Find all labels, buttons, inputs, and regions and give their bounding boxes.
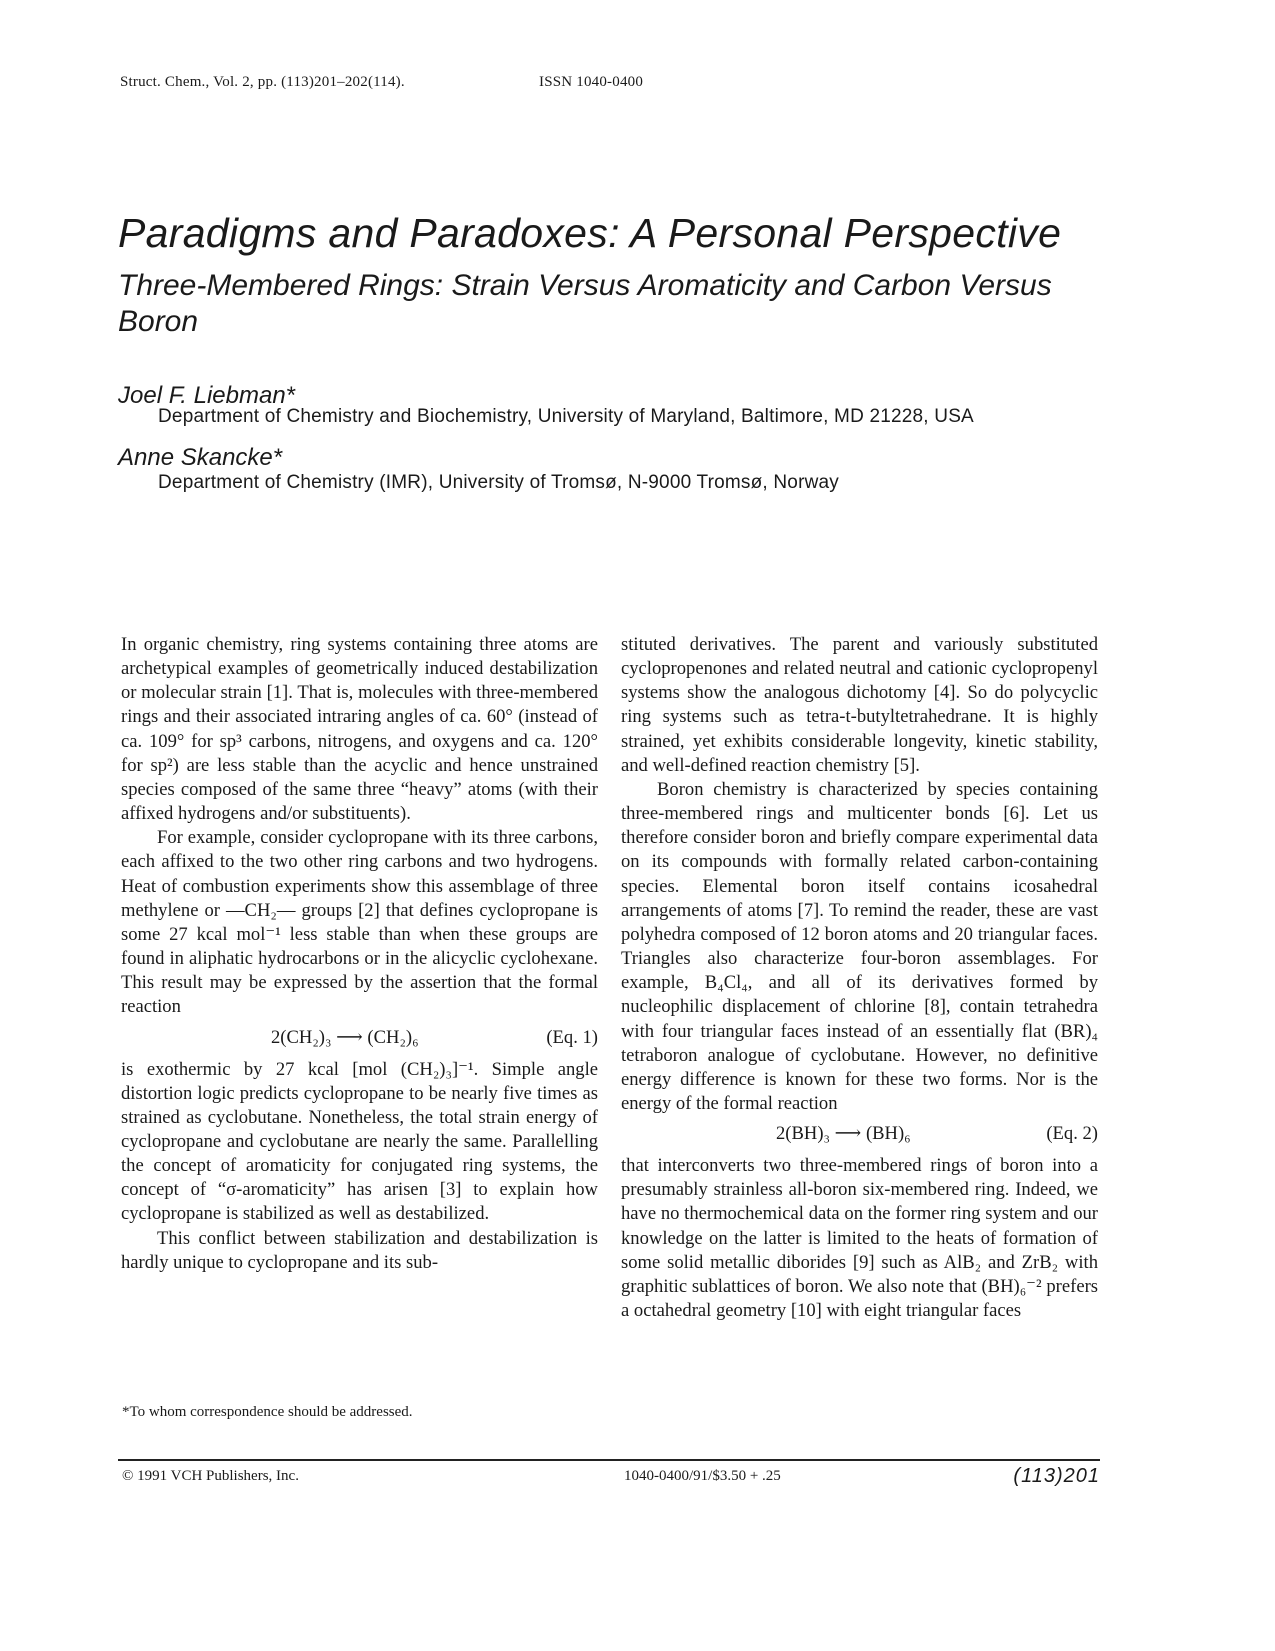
paragraph: that interconverts two three-membered rings of boron into a presumably strainless all-boron six-membered ring. Indeed, we have no thermochemical data on the former ring system and our knowledge on the latter is limited to the heats of formation of some solid metallic diborides [9] such as AlB₂ and ZrB₂ with graphitic sublattices of boron. We also note that (BH)₆⁻² prefers a octahedral geometry [10] with eight triangular faces (621, 1155, 1098, 1322)
author-affiliation: Department of Chemistry and Biochemistry, University of Maryland, Baltimore, MD 21228, USA (158, 406, 974, 427)
paragraph: In organic chemistry, ring systems containing three atoms are archetypical examples of geometrically induced destabilization or molecular strain [1]. That is, molecules with three-membered rings and their associated intraring angles of ca. 60° (instead of ca. 109° for sp³ carbons, nitrogens, and oxygens and ca. 120° for sp²) are less stable than the acyclic and hence unstrained species composed of the same three “heavy” atoms (with their affixed hydrogens and/or substituents). (121, 634, 598, 825)
paper-title: Paradigms and Paradoxes: A Personal Perspective (118, 210, 1062, 256)
equation-2 (621, 1122, 1098, 1148)
copyright: © 1991 VCH Publishers, Inc. (122, 1468, 299, 1484)
paragraph: This conflict between stabilization and destabilization is hardly unique to cyclopropane and its sub- (121, 1227, 598, 1273)
paragraph: Boron chemistry is characterized by species containing three-membered rings and multicenter bonds [6]. Let us therefore consider boron and briefly compare experimental data on its compounds with formally related carbon-containing species. Elemental boron itself contains icosahedral arrangements of atoms [7]. To remind the reader, these are vast polyhedra composed of 12 boron atoms and 20 triangular faces. Triangles also characterize four-boron assemblages. For example, B₄Cl₄, and all of its derivatives formed by nucleophilic displacement of chlorine [8], contain tetrahedra with four triangular faces instead of an essentially flat (BR)₄ tetraboron analogue of cyclobutane. However, no definitive energy difference is known for these two forms. Nor is the energy of the formal reaction (621, 778, 1098, 1114)
author-affiliation: Department of Chemistry (IMR), University of Tromsø, N-9000 Tromsø, Norway (158, 472, 839, 493)
footnote: *To whom correspondence should be addressed. (122, 1404, 413, 1420)
author-name: Anne Skancke* (118, 444, 283, 471)
equation-expression: 2(BH)₃ ⟶ (BH)₆ (776, 1123, 911, 1145)
equation-number: (Eq. 1) (546, 1026, 598, 1048)
issn: ISSN 1040-0400 (539, 74, 644, 90)
paragraph: For example, consider cyclopropane with its three carbons, each affixed to the two other ring carbons and two hydrogens. Heat of combustion experiments show this assemblage of three methylene or —CH₂— groups [2] that defines cyclopropane is some 27 kcal mol⁻¹ less stable than when these groups are found in aliphatic hydrocarbons or in the alicyclic cyclohexane. This result may be expressed by the assertion that the formal reaction (121, 827, 598, 1018)
journal-reference: Struct. Chem., Vol. 2, pp. (113)201–202(114). (120, 74, 405, 90)
equation-expression: 2(CH₂)₃ ⟶ (CH₂)₆ (271, 1026, 419, 1048)
body-column-left (121, 633, 598, 1275)
body-column-right (621, 633, 1098, 1323)
paragraph: stituted derivatives. The parent and variously substituted cyclopropenones and related neutral and cationic cyclopropenyl systems show the analogous dichotomy [4]. So do polycyclic ring systems such as tetra-t-butyltetrahedrane. It is highly strained, yet exhibits considerable longevity, kinetic stability, and well-defined reaction chemistry [5]. (621, 634, 1098, 776)
author-name: Joel F. Liebman* (118, 382, 295, 409)
equation-number: (Eq. 2) (1046, 1123, 1098, 1145)
paragraph: is exothermic by 27 kcal [mol (CH₂)₃]⁻¹. Simple angle distortion logic predicts cyclopropane to be nearly five times as strained as cyclobutane. Nonetheless, the total strain energy of cyclopropane and cyclobutane are nearly the same. Parallelling the concept of aromaticity for conjugated ring systems, the concept of “σ-aromaticity” has arisen [3] to explain how cyclopropane is stabilized as well as destabilized. (121, 1058, 598, 1225)
paper-subtitle: Three-Membered Rings: Strain Versus Aromaticity and Carbon Versus Boron (118, 269, 1052, 338)
article-code: 1040-0400/91/$3.50 + .25 (624, 1468, 781, 1484)
equation-1 (121, 1026, 598, 1052)
page-number: (113)201 (1013, 1465, 1100, 1487)
footer-rule (118, 1459, 1100, 1461)
